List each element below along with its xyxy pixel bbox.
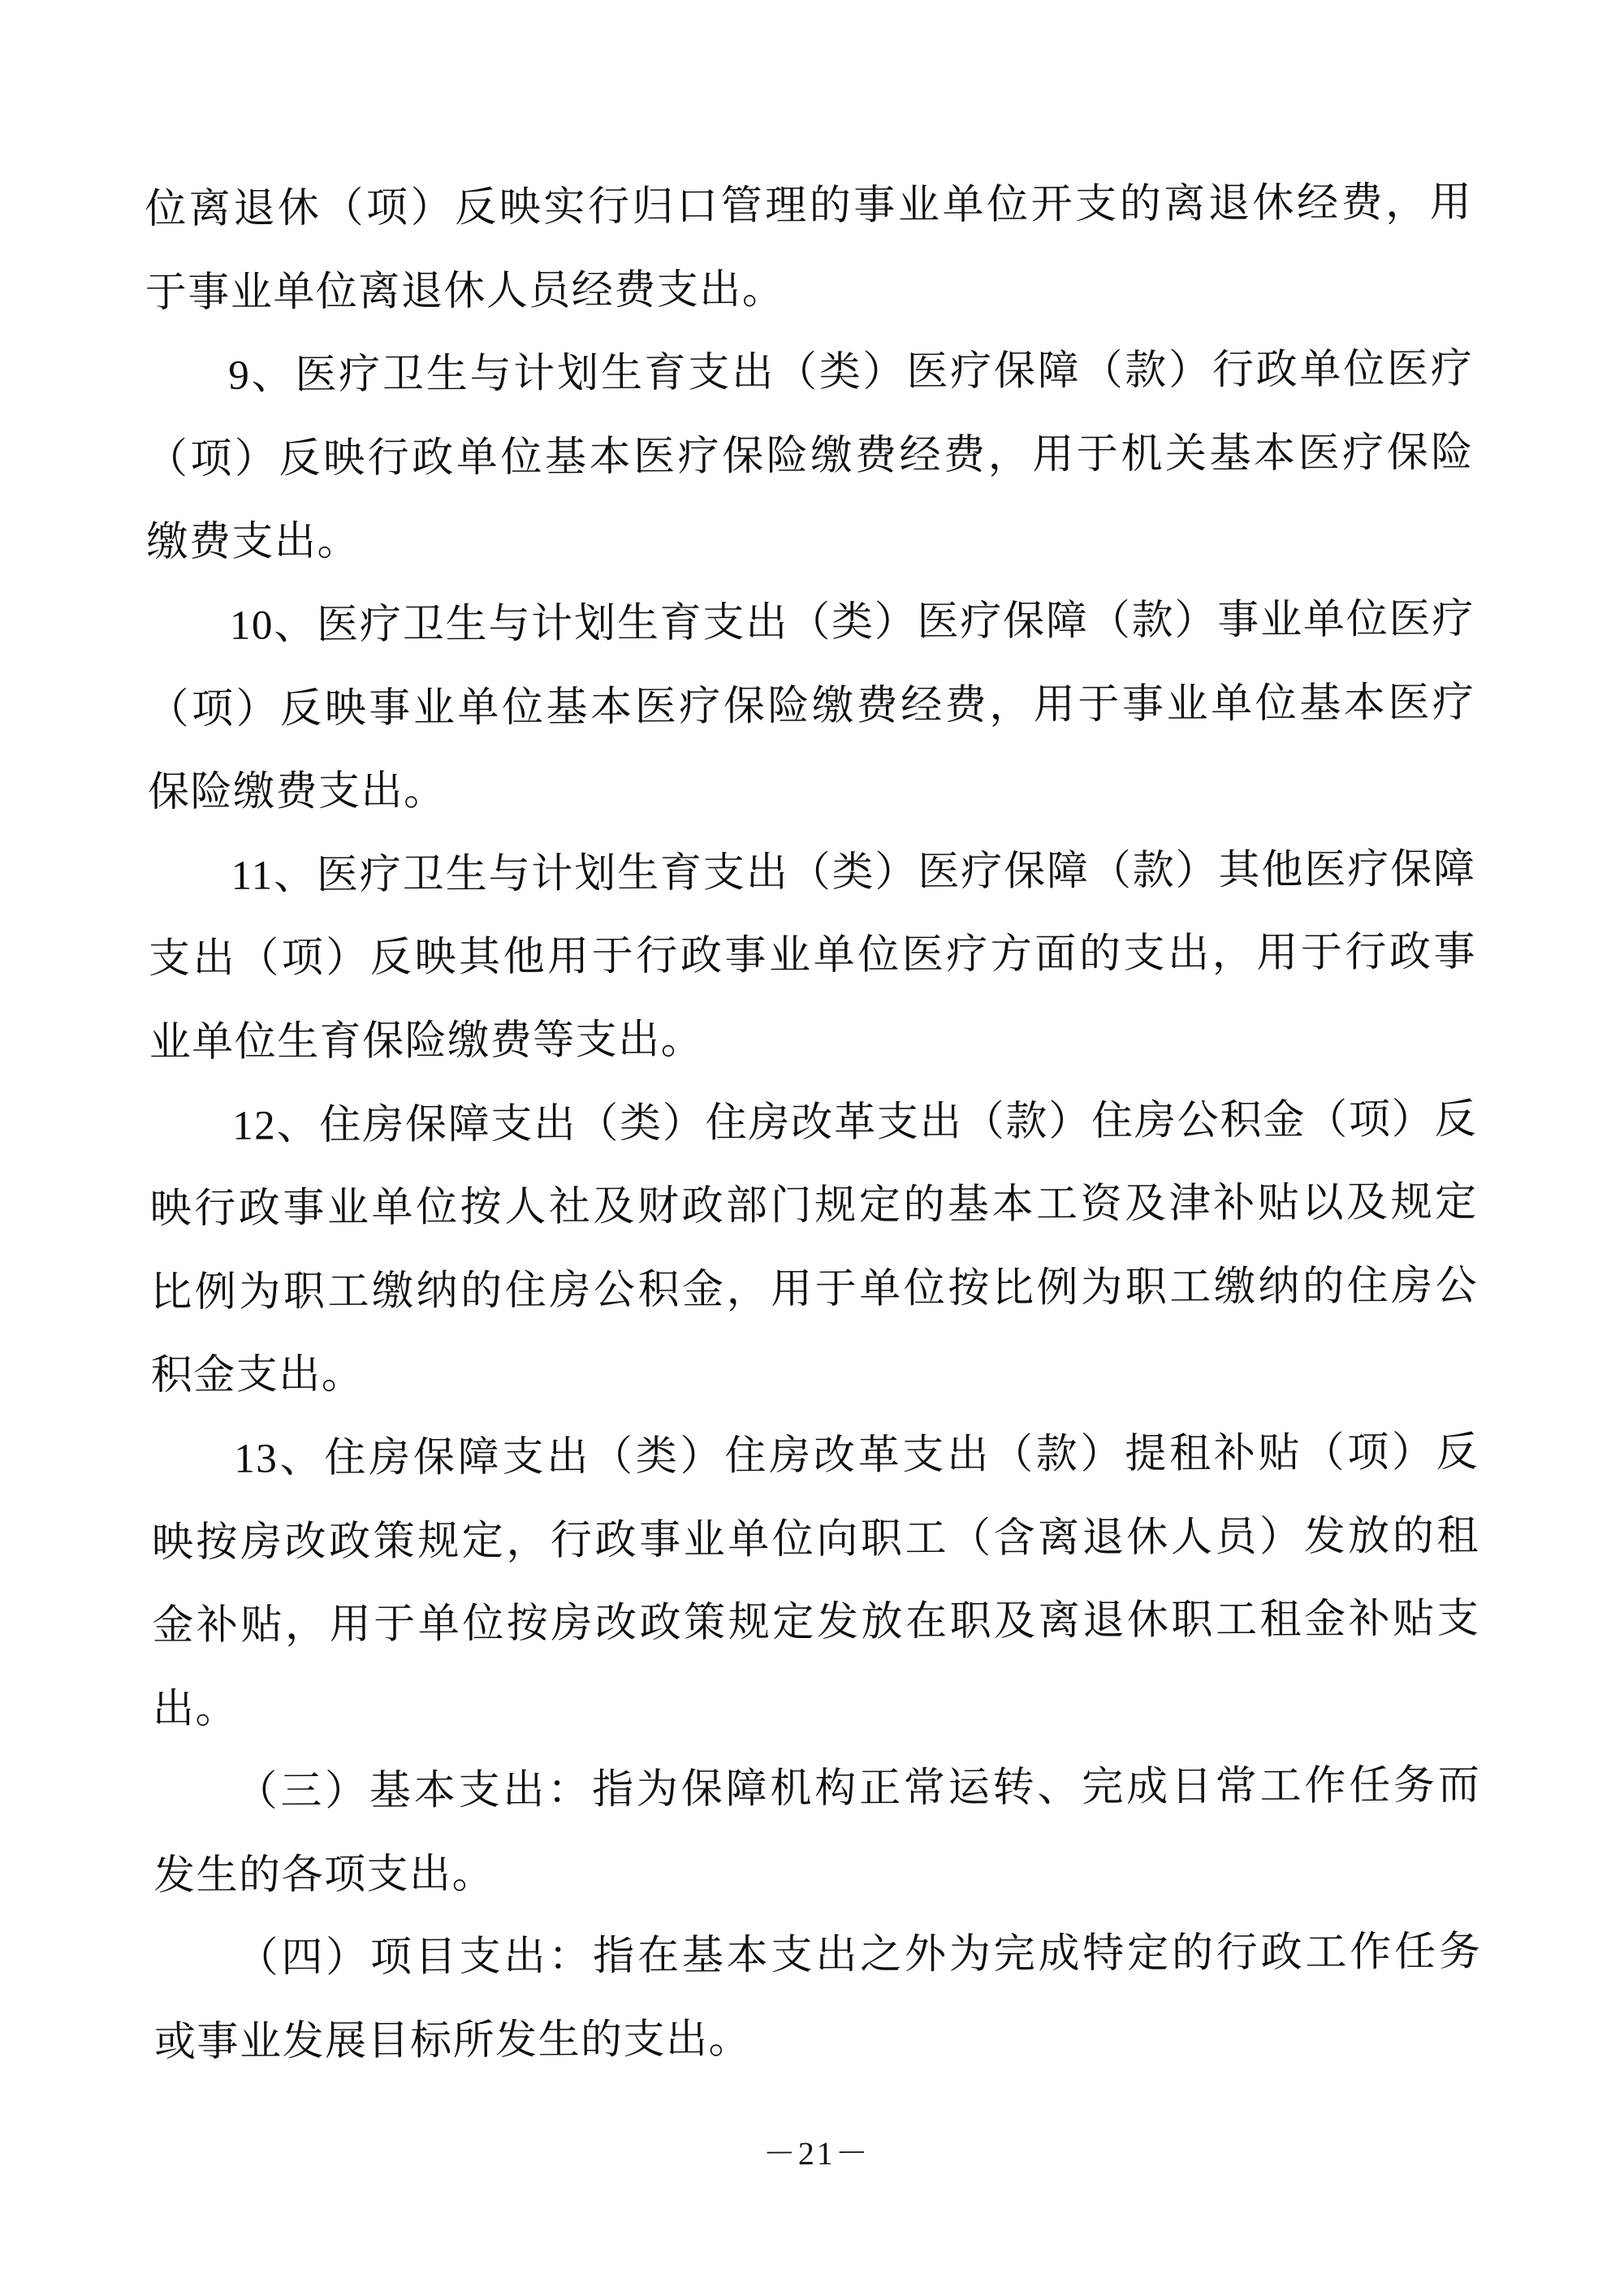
page-footer — [5, 2125, 1624, 2182]
body-line: 10、医疗卫生与计划生育支出（类）医疗保障（款）事业单位医疗 — [229, 596, 1475, 649]
body-line: 12、住房保障支出（类）住房改革支出（款）住房公积金（项）反 — [232, 1096, 1478, 1149]
body-line: 位离退休（项）反映实行归口管理的事业单位开支的离退休经费，用 — [145, 179, 1473, 233]
body-line: 比例为职工缴纳的住房公积金，用于单位按比例为职工缴纳的住房公 — [150, 1263, 1479, 1316]
page-number: －21－ — [762, 2134, 870, 2172]
body-line: 映按房改政策规定，行政事业单位向职工（含离退休人员）发放的租 — [151, 1513, 1479, 1566]
body-line: 发生的各项支出。 — [153, 1851, 495, 1900]
body-line: （四）项目支出：指在基本支出之外为完成特定的行政工作任务 — [236, 1930, 1482, 1982]
body-line: 支出（项）反映其他用于行政事业单位医疗方面的支出，用于行政事 — [148, 930, 1477, 983]
body-line: 11、医疗卫生与计划生育支出（类）医疗保障（款）其他医疗保障 — [231, 846, 1476, 899]
body-line: 缴费支出。 — [146, 519, 361, 566]
body-line: （三）基本支出：指为保障机构正常运转、完成日常工作任务而 — [235, 1762, 1481, 1816]
body-line: 13、住房保障支出（类）住房改革支出（款）提租补贴（项）反 — [234, 1429, 1479, 1482]
body-line: 积金支出。 — [150, 1352, 365, 1399]
body-line: 于事业单位离退休人员经费支出。 — [145, 266, 785, 316]
body-line: 或事业发展目标所发生的支出。 — [153, 2016, 752, 2066]
body-line: 业单位生育保险缴费等支出。 — [149, 1017, 704, 1066]
body-line: 保险缴费支出。 — [147, 768, 447, 816]
body-line: 金补贴，用于单位按房改政策规定发放在职及离退休职工租金补贴支 — [152, 1596, 1480, 1649]
body-text — [145, 162, 1482, 2085]
body-line: （项）反映事业单位基本医疗保险缴费经费，用于事业单位基本医疗 — [147, 680, 1475, 733]
body-line: 映行政事业单位按人社及财政部门规定的基本工资及津补贴以及规定 — [149, 1179, 1478, 1233]
body-line: 9、医疗卫生与计划生育支出（类）医疗保障（款）行政单位医疗 — [228, 346, 1474, 399]
body-line: 出。 — [152, 1686, 239, 1732]
body-line: （项）反映行政单位基本医疗保险缴费经费，用于机关基本医疗保险 — [145, 430, 1474, 483]
